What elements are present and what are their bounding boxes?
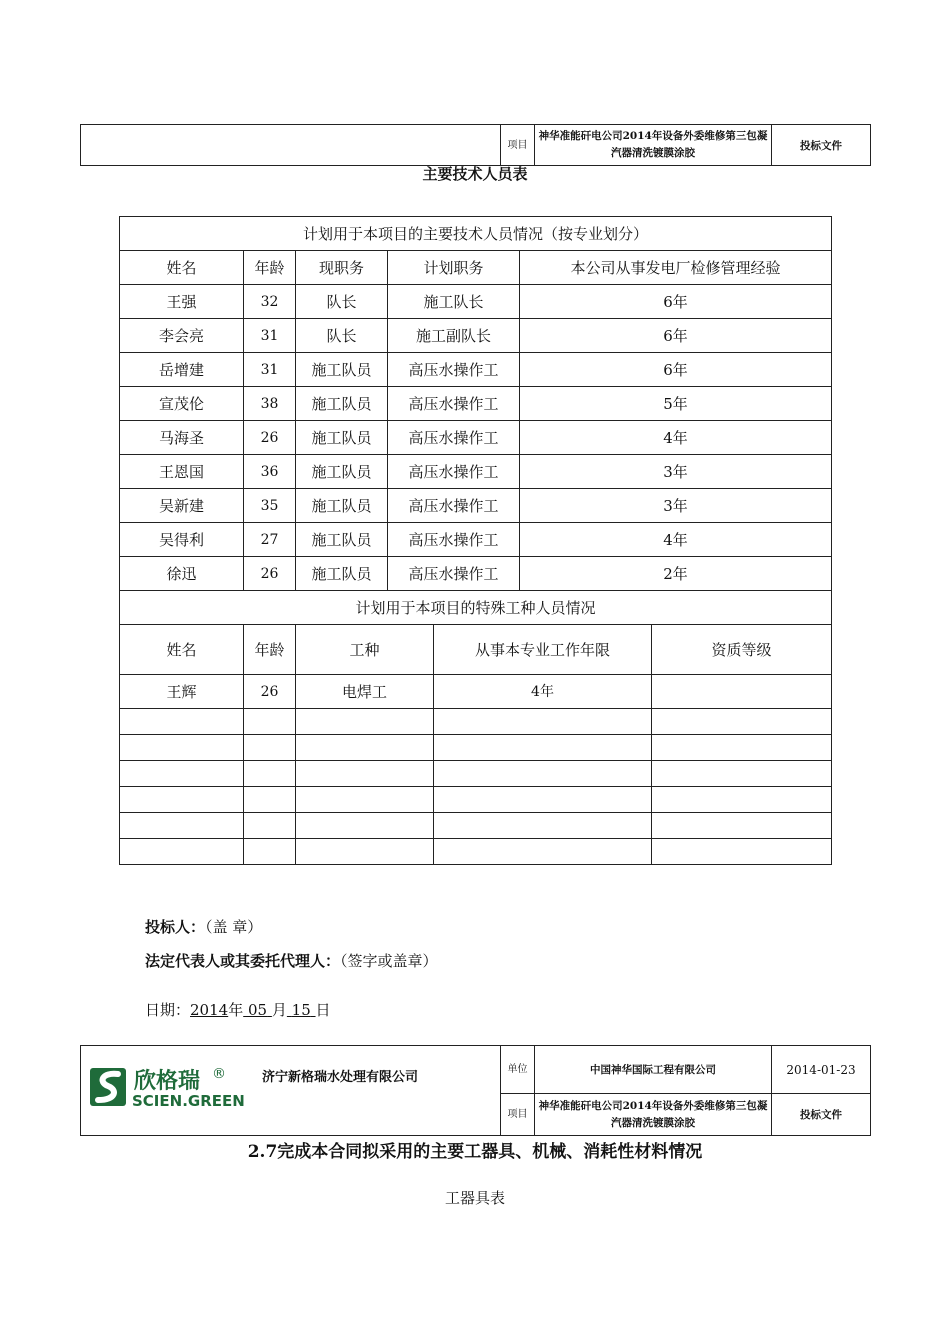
cell-experience: 3年 (520, 455, 832, 489)
cell-name: 徐迅 (120, 557, 244, 591)
cell-experience: 4年 (520, 523, 832, 557)
empty-cell (244, 813, 296, 839)
cell-position: 施工队员 (296, 523, 388, 557)
sub-heading: 工器具表 (444, 1189, 505, 1207)
representative-value: （签字或盖章） (340, 952, 438, 970)
date-month: 05 (248, 1001, 268, 1019)
col-header-position: 现职务 (296, 251, 388, 285)
cell-planned-role: 高压水操作工 (388, 455, 520, 489)
cell-age: 26 (244, 675, 296, 709)
empty-cell (120, 813, 244, 839)
cell-age: 32 (244, 285, 296, 319)
cell-experience: 6年 (520, 285, 832, 319)
cell-name: 王辉 (120, 675, 244, 709)
cell-position: 施工队员 (296, 387, 388, 421)
cell-name: 吴新建 (120, 489, 244, 523)
header-unit-name: 中国神华国际工程有限公司 (535, 1046, 772, 1094)
col-header-name: 姓名 (120, 251, 244, 285)
empty-cell (434, 735, 652, 761)
bidder-line (145, 916, 262, 937)
cell-name: 吴得利 (120, 523, 244, 557)
cell-planned-role: 高压水操作工 (388, 489, 520, 523)
table-row (120, 455, 832, 489)
cell-experience: 2年 (520, 557, 832, 591)
table-row (120, 387, 832, 421)
col-header-age: 年龄 (244, 251, 296, 285)
header-project-name: 神华准能矸电公司2014年设备外委维修第三包凝汽器清洗镀膜涂胶 (535, 125, 772, 166)
cell-name: 马海圣 (120, 421, 244, 455)
logo-reg: ® (212, 1066, 226, 1082)
page-header-top (80, 124, 871, 166)
col-header-trade: 工种 (296, 625, 434, 675)
cell-planned-role: 高压水操作工 (388, 523, 520, 557)
cell-planned-role: 高压水操作工 (388, 387, 520, 421)
header-project-label-2: 项目 (501, 1094, 535, 1136)
empty-cell (296, 735, 434, 761)
table-row (120, 489, 832, 523)
section1-title-row (120, 217, 832, 251)
section-heading: 2.7完成本合同拟采用的主要工器具、机械、消耗性材料情况 (247, 1142, 703, 1162)
section1-header-row (120, 251, 832, 285)
header-project-label: 项目 (501, 125, 535, 166)
table-row (120, 353, 832, 387)
cell-age: 31 (244, 319, 296, 353)
empty-cell (296, 839, 434, 865)
empty-cell (244, 839, 296, 865)
table-row (120, 319, 832, 353)
cell-age: 38 (244, 387, 296, 421)
empty-cell (434, 787, 652, 813)
empty-cell (120, 735, 244, 761)
empty-cell (244, 787, 296, 813)
cell-age: 36 (244, 455, 296, 489)
empty-cell (244, 735, 296, 761)
logo-en: SCIEN.GREEN (132, 1092, 245, 1110)
header-doc-type-2: 投标文件 (772, 1094, 871, 1136)
date-day: 15 (291, 1001, 311, 1019)
table-row (120, 557, 832, 591)
empty-cell (652, 813, 832, 839)
cell-age: 35 (244, 489, 296, 523)
empty-row (120, 813, 832, 839)
empty-cell (652, 839, 832, 865)
header-date: 2014-01-23 (772, 1046, 871, 1094)
header-blank-cell (81, 125, 501, 166)
date-line (145, 999, 331, 1020)
cell-name: 王恩国 (120, 455, 244, 489)
table-row (120, 285, 832, 319)
logo-cn: 欣格瑞 (134, 1069, 201, 1094)
cell-years: 4年 (434, 675, 652, 709)
col-header-qualification: 资质等级 (652, 625, 832, 675)
bidder-value: （盖 章） (205, 918, 263, 936)
date-month-unit: 月 (271, 1001, 287, 1019)
cell-position: 队长 (296, 319, 388, 353)
cell-experience: 3年 (520, 489, 832, 523)
empty-cell (120, 839, 244, 865)
col-header-age-2: 年龄 (244, 625, 296, 675)
cell-name: 岳增建 (120, 353, 244, 387)
cell-experience: 4年 (520, 421, 832, 455)
date-day-unit: 日 (315, 1001, 331, 1019)
cell-name: 王强 (120, 285, 244, 319)
empty-row (120, 761, 832, 787)
table-row (120, 421, 832, 455)
cell-experience: 6年 (520, 353, 832, 387)
col-header-years: 从事本专业工作年限 (434, 625, 652, 675)
cell-age: 31 (244, 353, 296, 387)
empty-cell (434, 839, 652, 865)
section2-title-row (120, 591, 832, 625)
empty-cell (434, 709, 652, 735)
cell-position: 施工队员 (296, 353, 388, 387)
empty-cell (296, 787, 434, 813)
cell-planned-role: 高压水操作工 (388, 557, 520, 591)
empty-cell (120, 787, 244, 813)
cell-experience: 6年 (520, 319, 832, 353)
bidder-label: 投标人： (145, 918, 206, 936)
table-row (120, 675, 832, 709)
cell-experience: 5年 (520, 387, 832, 421)
section2-title: 计划用于本项目的特殊工种人员情况 (120, 591, 832, 625)
cell-name: 李会亮 (120, 319, 244, 353)
representative-label: 法定代表人或其委托代理人： (145, 952, 341, 970)
empty-cell (652, 787, 832, 813)
empty-cell (296, 813, 434, 839)
cell-planned-role: 高压水操作工 (388, 421, 520, 455)
company-logo (88, 1064, 498, 1114)
cell-position: 施工队员 (296, 489, 388, 523)
empty-cell (120, 709, 244, 735)
empty-row (120, 787, 832, 813)
empty-row (120, 709, 832, 735)
empty-cell (652, 709, 832, 735)
empty-cell (120, 761, 244, 787)
cell-position: 队长 (296, 285, 388, 319)
empty-cell (652, 735, 832, 761)
empty-cell (434, 813, 652, 839)
cell-position: 施工队员 (296, 557, 388, 591)
empty-cell (244, 709, 296, 735)
section2-header-row (120, 625, 832, 675)
logo-company: 济宁新格瑞水处理有限公司 (262, 1070, 419, 1085)
date-year-unit: 年 (228, 1001, 244, 1019)
date-label: 日期： (145, 1001, 191, 1019)
header-project-name-2: 神华准能矸电公司2014年设备外委维修第三包凝汽器清洗镀膜涂胶 (535, 1094, 772, 1136)
cell-planned-role: 施工副队长 (388, 319, 520, 353)
personnel-table (119, 216, 832, 865)
empty-cell (296, 709, 434, 735)
cell-name: 宣茂伦 (120, 387, 244, 421)
cell-qualification (652, 675, 832, 709)
header-unit-label: 单位 (501, 1046, 535, 1094)
date-year: 2014 (190, 1001, 229, 1019)
cell-age: 26 (244, 557, 296, 591)
cell-position: 施工队员 (296, 455, 388, 489)
table-title: 主要技术人员表 (422, 165, 528, 183)
empty-cell (244, 761, 296, 787)
cell-planned-role: 高压水操作工 (388, 353, 520, 387)
empty-cell (434, 761, 652, 787)
empty-row (120, 839, 832, 865)
table-row (120, 523, 832, 557)
empty-row (120, 735, 832, 761)
cell-trade: 电焊工 (296, 675, 434, 709)
cell-position: 施工队员 (296, 421, 388, 455)
section1-title: 计划用于本项目的主要技术人员情况（按专业划分） (120, 217, 832, 251)
header-doc-type: 投标文件 (772, 125, 871, 166)
col-header-name-2: 姓名 (120, 625, 244, 675)
col-header-planned-role: 计划职务 (388, 251, 520, 285)
representative-line (145, 950, 438, 971)
col-header-experience: 本公司从事发电厂检修管理经验 (520, 251, 832, 285)
logo-mark-icon (88, 1064, 498, 1114)
empty-cell (652, 761, 832, 787)
cell-age: 27 (244, 523, 296, 557)
cell-planned-role: 施工队长 (388, 285, 520, 319)
empty-cell (296, 761, 434, 787)
cell-age: 26 (244, 421, 296, 455)
